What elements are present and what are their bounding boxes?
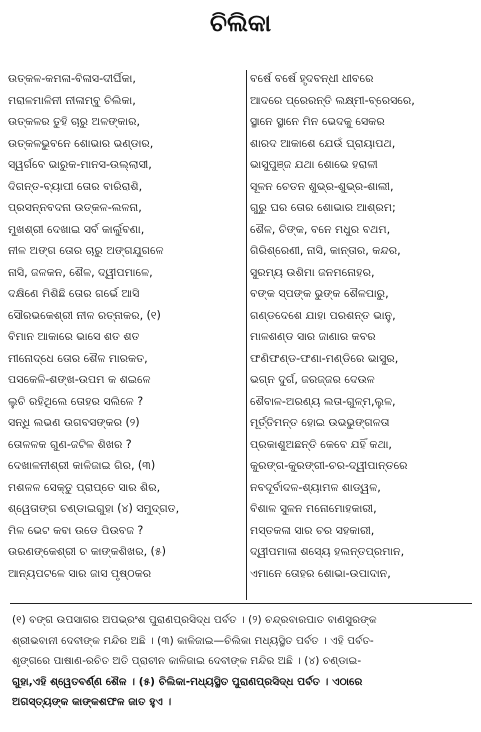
- verse-line: ଉତ୍କଳର ତୁହି ଚାରୁ ଅଳଙ୍କାର,: [8, 115, 140, 128]
- left-verse-column: [8, 68, 242, 584]
- verse-line: ଲୁଚି ରହିଥିଲେ ତୋହର ସଲିଳେ ?: [8, 394, 144, 408]
- verse-line: ଆଦରେ ପ୍ରେରନ୍ତି ଲକ୍ଷ୍ମୀ-ବ୍ରେସରେ,: [250, 93, 415, 107]
- verse-line: ଗଣ୍ଡଦେଶେ ଯାହା ପରଶନ୍ତ ଭାନୁ,: [250, 308, 396, 322]
- verse-line: ସନ୍ଧି ଲଭଣ ଉଗବସଙ୍କର (୨): [8, 416, 140, 429]
- verse-line: ବଙ୍କ ସ୍ପଙ୍କ ଭୁଙ୍କ ଶୈଳପାରୁ,: [250, 287, 389, 300]
- verse-line: ଉରଣଙ୍କେଶ୍ରୀ ଚ କାଙ୍କଶିଖର, (୫): [8, 545, 166, 558]
- verse-line: ବିଶାଳ ସୁଳନ ମନୋମୋହକାରୀ,: [250, 502, 377, 515]
- footnote-separator: [10, 603, 472, 604]
- verse-line: ପ୍ରକାଶୁଅଛନ୍ତି କେବେ ଯହିଁ କଥା,: [250, 437, 392, 451]
- verse-line: ବିମାନ ଆକାରେ ଭାସେ ଶତ ଶତ: [8, 330, 140, 343]
- verse-line: ଭଗ୍ନ ଦୁର୍ଗ, ଜରଜ୍ଜର ଦେଉଳ: [250, 373, 375, 386]
- verse-line: ମୂର୍ତ୍ତିମନ୍ତ ହୋଇ ଉଭଭୁଙ୍ଗଳତା: [250, 416, 390, 429]
- verse-line: ସୌରଭକେଶ୍ରୀ ନୀଳ ରତ୍ନାକର, (୧): [8, 308, 161, 322]
- verse-line: ଗୁରୁ ଘର ତୋର ଶୋଭାର ଆଶ୍ରମ;: [250, 201, 396, 214]
- verse-line: ଫଣିଫଣ୍ଡ-ଫଣା-ମଣ୍ଡିରେ ଭାସୁର,: [250, 351, 399, 365]
- column-divider: [246, 70, 247, 600]
- verse-line: ମସ୍ତକଳା ସାର ଚର ସହକାରୀ,: [250, 523, 375, 537]
- verse-line: ଶ୍ୱେତାଙ୍ଗ ଚଣ୍ଡାଇଗୁହା (୪) ସମୁଦ୍ଗତ,: [8, 502, 180, 515]
- verse-line: ଶାରଦ ଆକାଶେ ଯେଉଁ ଘ୍ରାୟାପଥ,: [250, 136, 396, 150]
- verse-line: ଶୈବାଳ-ଅରଣ୍ୟ ଲତା-ଗୁଳ୍ମ,ଲୁଳ,: [250, 394, 396, 408]
- verse-line: ସ୍ଥାନେ ସ୍ଥାନେ ମିନ ଭେଦକୁ ସେକର: [250, 115, 385, 128]
- verse-line: ମିଳ ଭେଟ କବା ଉଡେ ପିଉବଜ ?: [8, 523, 144, 537]
- verse-line: ଉତ୍କଳ-କମଳା-ବିଳାସ-ଦୀର୍ଘିକା,: [8, 72, 136, 85]
- right-verse-column: [250, 68, 475, 584]
- verse-line: ଉତ୍କଳଭୁବନେ ଶୋଭାର ଭଣ୍ଡାର,: [8, 136, 154, 150]
- footnote-line: ଅଗସ୍ତ୍ୟଙ୍କ କାଙ୍କଶଫଳ ଜାତ ହୁଏ ।: [12, 696, 172, 708]
- verse-line: ଶୈଳ, ଚିଙ୍କ, ବନେ ମଧୁର ବଥମ,: [250, 222, 391, 236]
- verse-line: ନୀଳ ଅଙ୍ଗ ତୋର ଚାରୁ ଅଙ୍ଗଯୁଗଳେ: [8, 244, 164, 257]
- verse-line: ମାଳଶଣ୍ଡ ସାର ଜାଣାର କବର: [250, 330, 376, 343]
- verse-line: ମୁଖଶ୍ରୀ ଦେଖାଇ ସର୍ବ କାର୍ଲୁବଣା,: [8, 222, 145, 236]
- footnotes: [12, 610, 472, 713]
- verse-line: ସ୍ୱର୍ଗବେ ଭାରୁକ-ମାନସ-ଉଲ୍ଲାସୀ,: [8, 158, 152, 171]
- verse-line: ସୁରମ୍ୟ ଉଶିମା ଜନମନୋହର,: [250, 265, 375, 279]
- verse-line: ନବଦୂର୍ବାଦଳ-ଶ୍ୟାମଳ ଶାଡ୍ୱଳ,: [250, 480, 381, 494]
- verse-line: ଦିଗନ୍ତ-ବ୍ୟାପୀ ତୋର ବାରିରାଶି,: [8, 179, 143, 193]
- verse-line: ଏମାନେ ତୋହର ଶୋଭା-ଉପାଦାନ,: [250, 566, 391, 580]
- verse-line: ମୀନୋଦ୍ଧେ ତୋର ଶୈଳ ମାରକତ,: [8, 351, 148, 365]
- verse-line: ତୋଳଳକ ଗୁଣ-ଜଟିଳ ଶିଖର ?: [8, 437, 132, 451]
- verse-line: ପସକେଳି-ଶଙ୍ଖ-ଉପମ କ ଶଇଳେ: [8, 373, 151, 386]
- verse-line: ମଶଳଳ ସେକ୍ତୁ ପ୍ରାପ୍ତେ ସାର ଶିର,: [8, 480, 161, 494]
- verse-line: ମରାଳମାଳିନୀ ନୀଳାମ୍ବୁ ଚିଲିକା,: [8, 93, 136, 107]
- verse-line: ଭାସୁପୁଞ୍ଜ ଯଥା ଶୋଭେ ହରାଳୀ: [250, 158, 378, 171]
- poem-title: ଚିଲିକା: [209, 9, 272, 37]
- verse-line: ସୂଳନ ଚେତନ ଶୁଭ୍ର-ଶୁଭ୍ର-ଶାଲୀ,: [250, 179, 394, 193]
- verse-line: କୁରଙ୍ଗ-କୁରଙ୍ଗୀ-ଚର-ଦ୍ୱୀପାନ୍ତରେ: [250, 459, 408, 472]
- verse-line: ନାସି, ଜଳକନ, ଶୈଳ, ଦ୍ୱୀପମାଳେ,: [8, 265, 153, 279]
- verse-line: ଦେଖାଳନୀଶ୍ରୀ କାଳିଜାଇ ଗିର, (୩): [8, 459, 156, 472]
- footnote-line: ଶ୍ରୀଭବାନୀ ଦେବୀଙ୍କ ମନ୍ଦିର ଅଛି । (୩) କାଳିଜାଇ—ଚିଲିକା ମଧ୍ୟସ୍ଥିତ ପର୍ବତ । ଏହି ପର୍ବତ-: [12, 634, 374, 647]
- footnote-line: (୧) ବଙ୍ଗ ଉପସାଗର ଅପଭ୍ରଂଶ ପୁରାଣପ୍ରସିଦ୍ଧ ପର୍ବତ । (୨) ଚନ୍ଦ୍ରବାରପାତ ବାଣସୁରଙ୍କ: [12, 614, 377, 626]
- verse-line: ଗିରିଶ୍ରେଣୀ, ନାସି, କାନ୍ତାର, କନ୍ଦର,: [250, 244, 401, 257]
- footnote-line: ଗୁହା,ଏହି ଶ୍ୱେତବର୍ଣ୍ଣ ଶୈଳ । (୫) ଚିଲିକା-ମଧ୍ୟସ୍ଥିତ ପୁରାଣପ୍ରସିଦ୍ଧ ପର୍ବତ । ଏଠାରେ: [12, 675, 363, 688]
- verse-line: ପ୍ରସନ୍ନବଦନା ଉତ୍କଳ-ଲଳନା,: [8, 201, 142, 214]
- verse-line: ବର୍ଷେ ବର୍ଷେ ହୃଦବନ୍ଧୀ ଧୀବରେ: [250, 72, 374, 85]
- verse-line: ଆନ୍ୟପଟଳେ ସାର ଜାସ ପୃଷ୍ଠକର: [8, 566, 152, 580]
- verse-line: ଦକ୍ଷିଣେ ମିଶିଛି ତୋର ଗର୍ଭେ ଆସି: [8, 287, 140, 300]
- verse-line: ଦ୍ୱୀପମାଳା ଶସ୍ୟେ ହଲନ୍ତପ୍ରମାନ,: [250, 545, 405, 558]
- footnote-line: ଶୃଙ୍ଗରେ ପାଷାଣ-ରଚିତ ଅତି ପ୍ରାଚୀନ କାଳିଜାଇ ଦେବୀଙ୍କ ମନ୍ଦିର ଅଛି । (୪) ଚଣ୍ଡାଇ-: [12, 655, 362, 667]
